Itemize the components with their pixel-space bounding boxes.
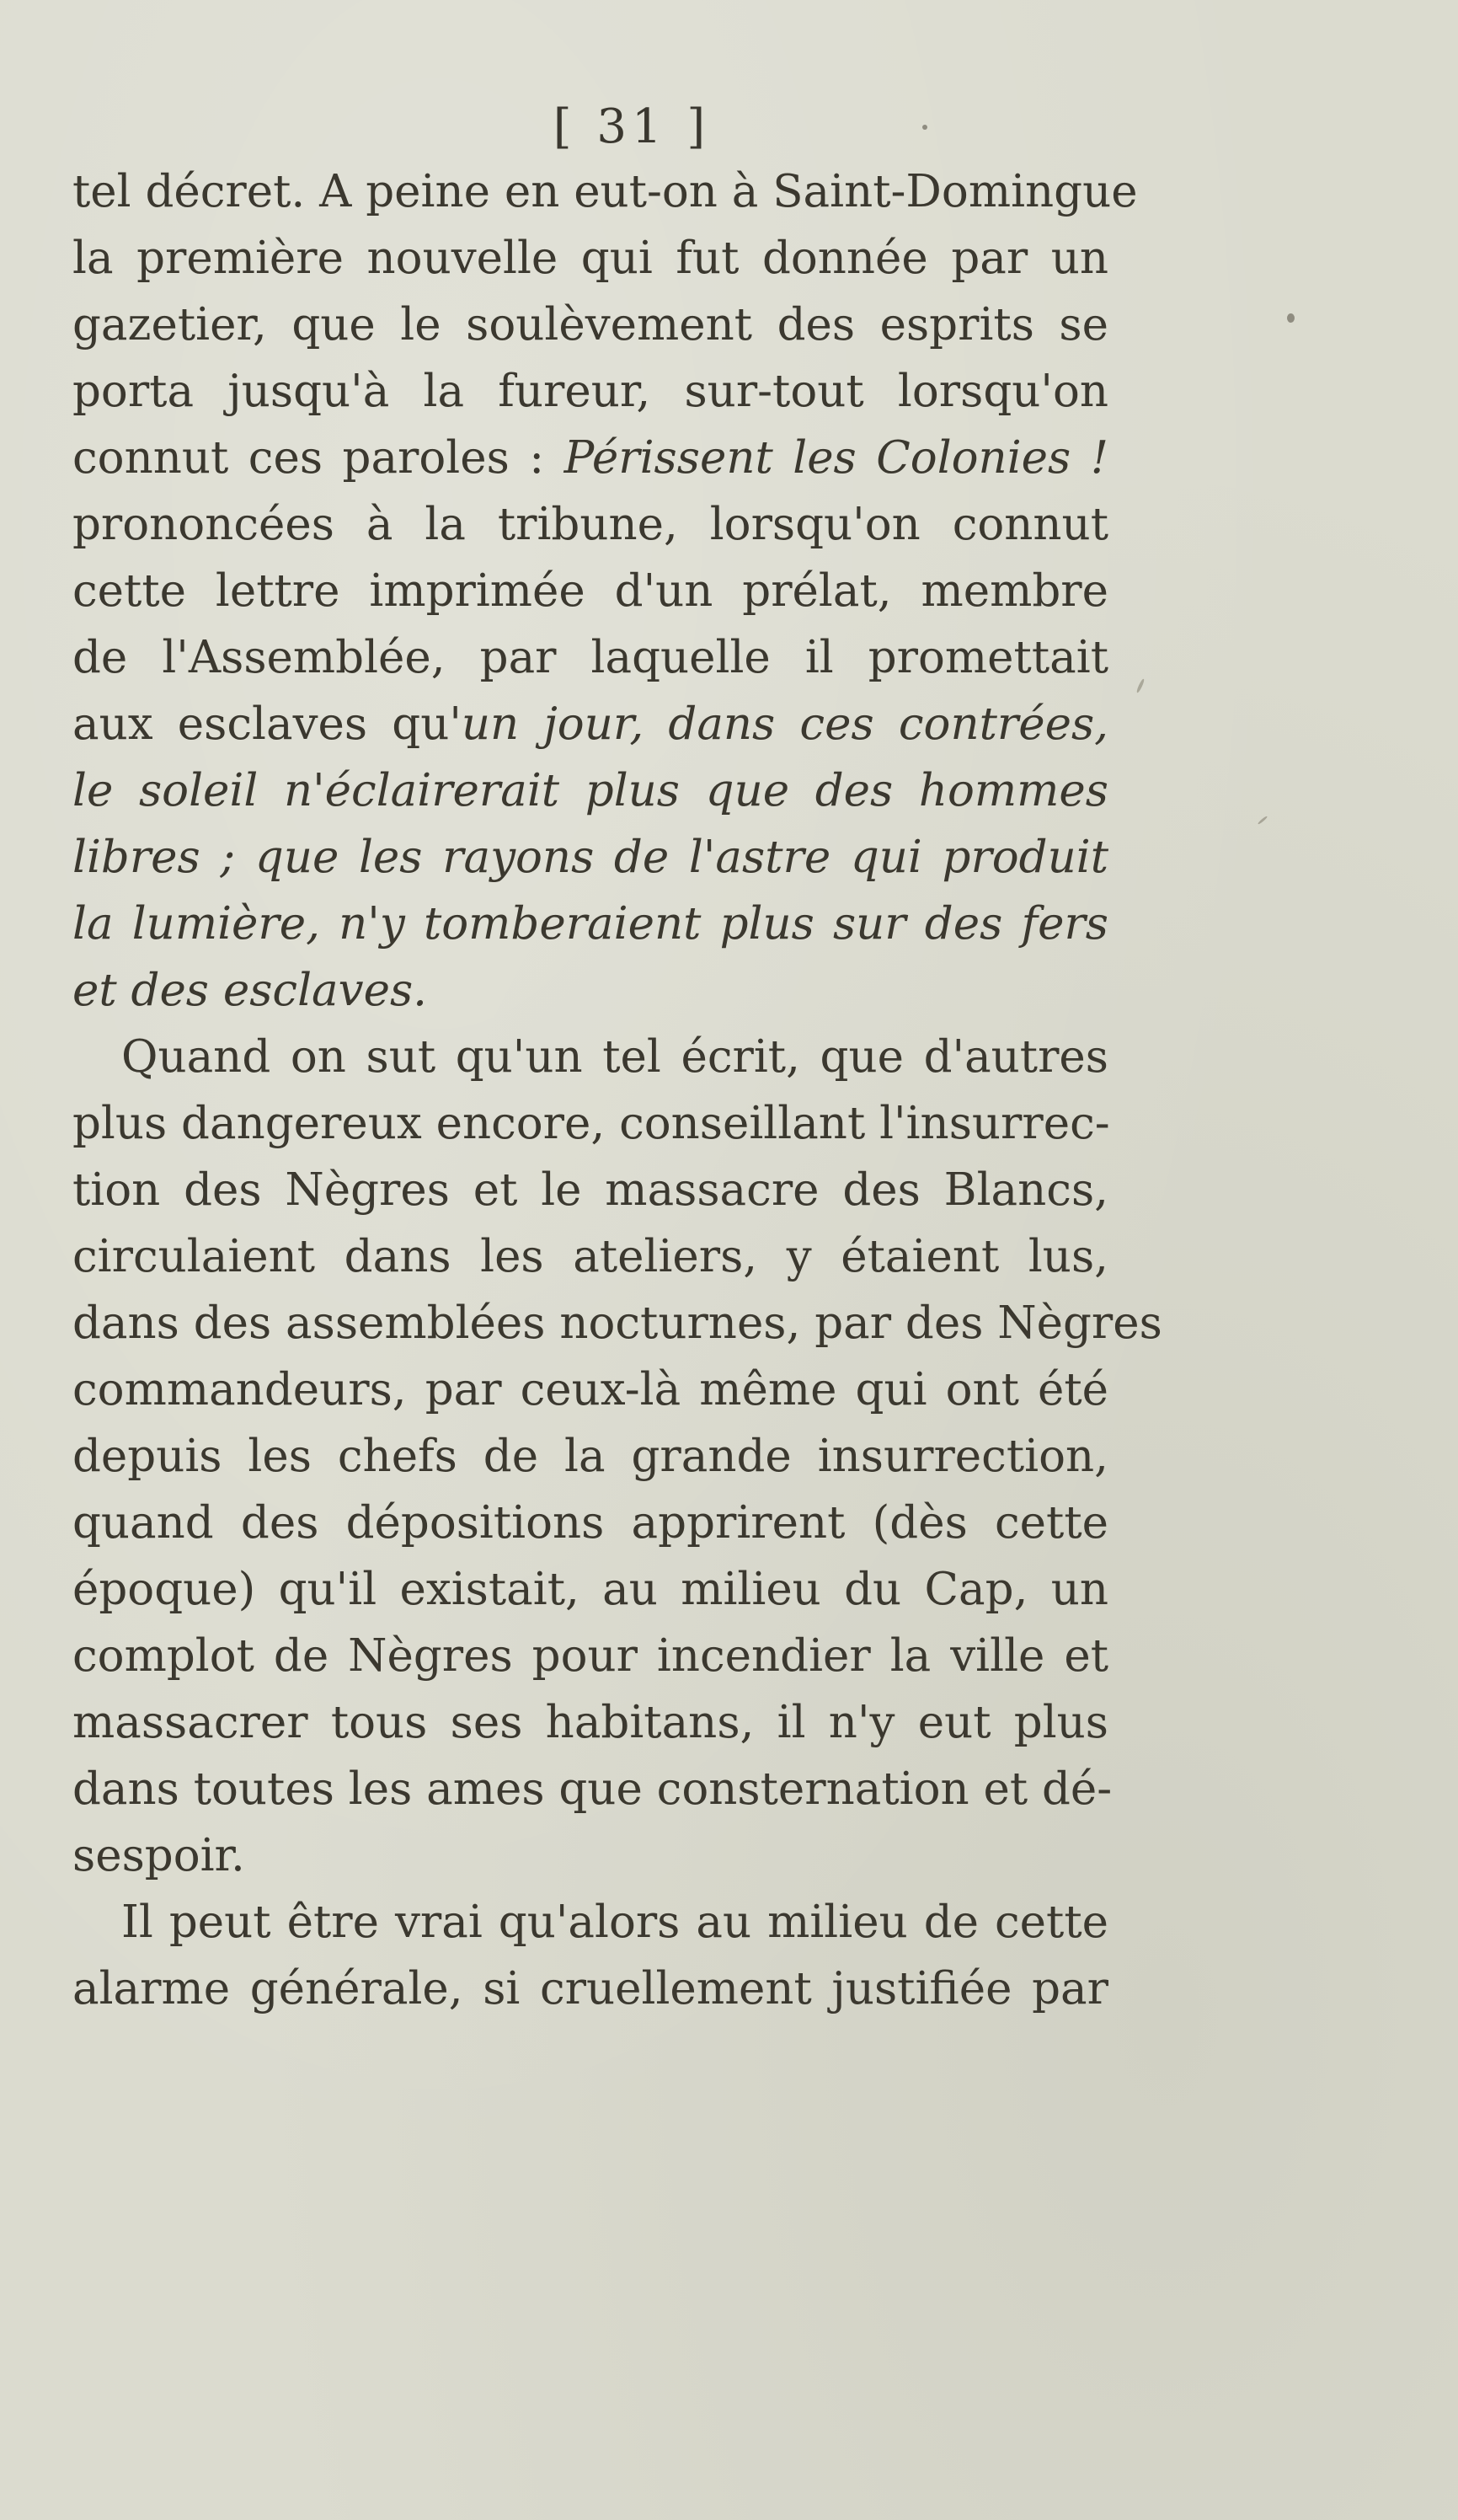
paper-speck xyxy=(922,125,927,130)
text-line xyxy=(72,1756,1113,1822)
text-line xyxy=(72,1556,1108,1623)
text-segment: depuis les chefs de la grande insurrection, xyxy=(72,1431,1108,1482)
text-line xyxy=(72,1490,1108,1556)
text-segment: circulaient dans les ateliers, y étaient lus, xyxy=(72,1231,1108,1282)
text-line xyxy=(72,1822,1108,1889)
text-segment: Il peut être vrai qu'alors au milieu de cette xyxy=(121,1897,1108,1948)
text-line xyxy=(72,425,1108,491)
text-line xyxy=(72,558,1108,624)
page-number: [ 31 ] xyxy=(553,99,711,154)
text-line xyxy=(72,491,1108,558)
text-line xyxy=(72,1623,1108,1689)
italic-text: Périssent les Colonies ! xyxy=(563,432,1108,484)
text-line xyxy=(72,1024,1108,1090)
text-line xyxy=(72,292,1108,358)
text-line xyxy=(72,1157,1108,1223)
text-line xyxy=(72,1956,1108,2022)
italic-text: la lumière, n'y tomberaient plus sur des fers xyxy=(72,898,1108,950)
text-line xyxy=(72,1356,1108,1423)
text-line xyxy=(72,1423,1108,1490)
italic-text: libres ; que les rayons de l'astre qui produit xyxy=(72,832,1108,883)
text-segment: dans des assemblées nocturnes, par des Nègres xyxy=(72,1297,1162,1349)
text-line xyxy=(72,225,1108,292)
paper-speck xyxy=(1258,816,1268,825)
italic-text: un jour, dans ces contrées, xyxy=(461,698,1108,750)
text-segment: époque) qu'il existait, au milieu du Cap, un xyxy=(72,1564,1108,1615)
text-line xyxy=(72,1889,1108,1956)
text-line xyxy=(72,957,1108,1024)
text-segment: plus dangereux encore, conseillant l'insurrec- xyxy=(72,1098,1110,1149)
text-segment: porta jusqu'à la fureur, sur-tout lorsqu'on xyxy=(72,366,1108,417)
paper-speck xyxy=(1287,313,1295,323)
text-line xyxy=(72,624,1108,691)
text-segment: Quand on sut qu'un tel écrit, que d'autres xyxy=(121,1031,1108,1083)
text-line xyxy=(72,1090,1108,1157)
text-segment: quand des dépositions apprirent (dès cette xyxy=(72,1497,1108,1549)
text-segment: prononcées à la tribune, lorsqu'on connut xyxy=(72,499,1108,550)
text-segment: massacrer tous ses habitans, il n'y eut plus xyxy=(72,1697,1108,1748)
text-segment: tel décret. A peine en eut-on à Saint-Domingue xyxy=(72,166,1138,217)
text-line xyxy=(72,691,1108,757)
text-segment: tion des Nègres et le massacre des Blancs, xyxy=(72,1164,1108,1216)
text-segment: dans toutes les ames que consternation et dé- xyxy=(72,1763,1113,1815)
body-text xyxy=(72,158,1162,2022)
text-segment: cette lettre imprimée d'un prélat, membre xyxy=(72,565,1108,617)
text-line xyxy=(72,358,1108,425)
text-line xyxy=(72,158,1138,225)
text-segment: de l'Assemblée, par laquelle il promettait xyxy=(72,632,1108,683)
text-segment: alarme générale, si cruellement justifiée par xyxy=(72,1963,1108,2014)
italic-text: et des esclaves. xyxy=(72,965,427,1016)
text-segment: aux esclaves qu' xyxy=(72,698,462,750)
paper-speck xyxy=(1135,678,1145,693)
text-line xyxy=(72,757,1108,824)
text-segment: commandeurs, par ceux-là même qui ont été xyxy=(72,1364,1108,1415)
text-line xyxy=(72,1290,1162,1356)
text-line xyxy=(72,891,1108,957)
text-segment: sespoir. xyxy=(72,1830,245,1881)
text-segment: connut ces paroles : xyxy=(72,432,564,484)
text-line xyxy=(72,1689,1108,1756)
text-segment: complot de Nègres pour incendier la ville et xyxy=(72,1630,1108,1682)
text-line xyxy=(72,1223,1108,1290)
text-segment: la première nouvelle qui fut donnée par un xyxy=(72,233,1108,284)
text-line xyxy=(72,824,1108,891)
text-segment: gazetier, que le soulèvement des esprits se xyxy=(72,299,1108,350)
italic-text: le soleil n'éclairerait plus que des hommes xyxy=(72,765,1108,816)
